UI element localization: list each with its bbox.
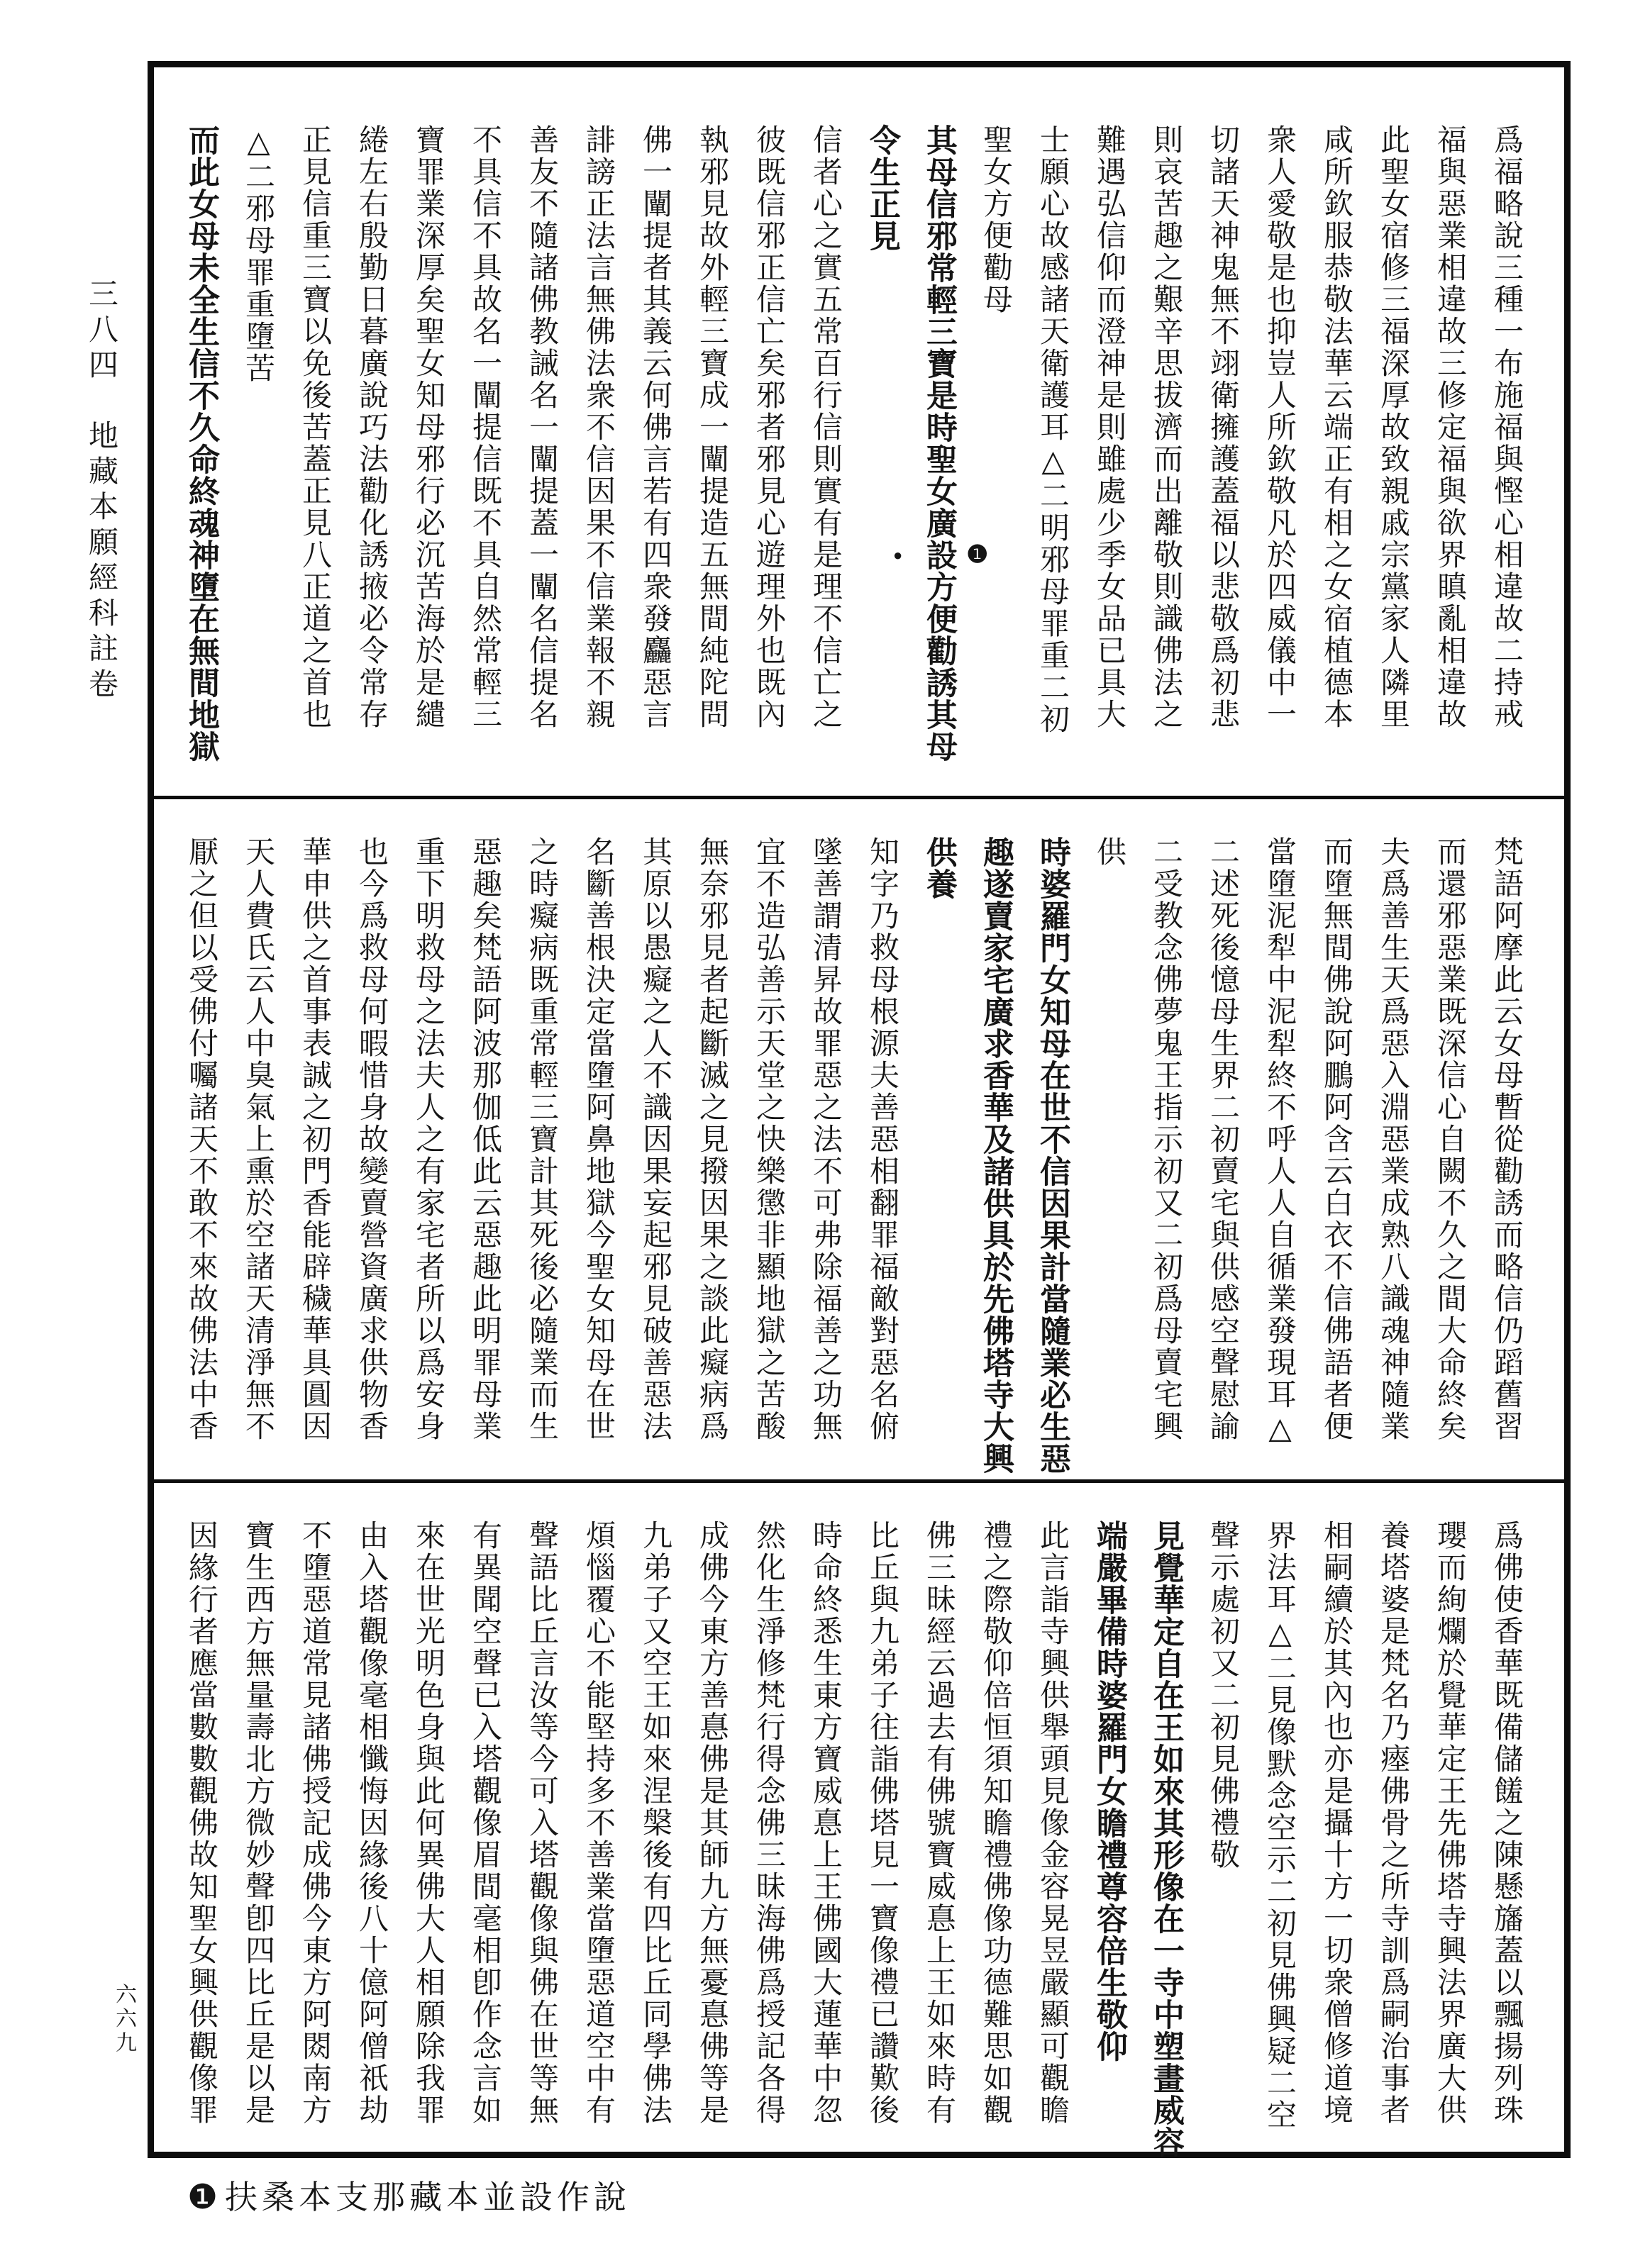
text-column: 之時癡病既重常輕三寶計其死後必隨業而生: [525, 836, 558, 1442]
text-column: 福與惡業相違故三修定福與欲界瞋亂相違故: [1433, 124, 1466, 730]
text-column: 爲佛使香華既備儲饈之陳懸旛蓋以飄揚列珠: [1490, 1520, 1522, 2126]
text-column: 聖女方便勸母: [979, 124, 1012, 316]
text-column: 當墮泥犁中泥犁終不呼人人自循業發現耳△: [1263, 836, 1295, 1447]
text-column: 宜不造弘善示天堂之快樂懲非顯地獄之苦酸: [752, 836, 785, 1442]
lower-register: [154, 1483, 1564, 2158]
text-column: 而墮無間佛說阿鵬阿含云白衣不信佛語者便: [1319, 836, 1352, 1442]
footnote-number-icon: ❶: [187, 2179, 223, 2216]
margin-label-gap: [84, 384, 117, 420]
text-column: 不具信不具故名一闡提信既不具自然常輕三: [468, 124, 501, 730]
text-column: 聲示處初又二初見佛禮敬: [1206, 1520, 1239, 1871]
text-column: 瓔而絢爛於覺華定王先佛塔寺興法界廣大供: [1433, 1520, 1466, 2126]
text-column: 成佛今東方善惪佛是其師九方無憂惪佛等是: [695, 1520, 728, 2126]
text-column: 士願心故感諸天衛護耳△二明邪母罪重二初: [1036, 124, 1068, 735]
annotated-character: 設 ● ❶: [893, 539, 988, 571]
text-column: 衆人愛敬是也抑豈人所欽敬凡於四威儀中一: [1263, 124, 1295, 730]
text-column: 寶罪業深厚矣聖女知母邪行必沉苦海於是繾: [411, 124, 444, 730]
text-column: △二邪母罪重墮苦: [241, 124, 274, 384]
text-column: 其母信邪常輕三寶是時聖女廣設 ● ❶ 方便勸誘其母: [893, 124, 988, 762]
text-column: 寶生西方無量壽北方微妙聲卽四比丘是以是: [241, 1520, 274, 2126]
text-column: 重下明救母之法夫人之有家宅者所以爲安身: [411, 836, 444, 1442]
text-column: 端嚴畢備時婆羅門女瞻禮尊容倍生敬仰: [1092, 1520, 1126, 2062]
text-column: 有異聞空聲已入塔觀像眉間毫相卽作念言如: [468, 1520, 501, 2126]
text-column: 養塔婆是梵名乃瘞佛骨之所寺訓爲嗣治事者: [1376, 1520, 1409, 2126]
text-column: 煩惱覆心不能堅持多不善業當墮惡道空中有: [582, 1520, 614, 2126]
collation-footnote: [187, 2172, 631, 2218]
margin-volume-label: [79, 278, 122, 704]
text-column: 名斷善根決定當墮阿鼻地獄今聖女知母在世: [582, 836, 614, 1442]
text-column: 天人費氏云人中臭氣上熏於空諸天清淨無不: [241, 836, 274, 1442]
text-column: 而此女母未全生信不久命終魂神墮在無間地獄: [184, 124, 218, 762]
text-column: 執邪見故外輕三寶成一闡提造五無間純陀問: [695, 124, 728, 730]
text-column: 其原以愚癡之人不識因果妄起邪見破善惡法: [638, 836, 671, 1442]
text-column: 爲福略說三種一布施福與慳心相違故二持戒: [1490, 124, 1522, 730]
text-column: 誹謗正法言無佛法衆不信因果不信業報不親: [582, 124, 614, 730]
upper-register: [154, 67, 1564, 796]
text-column: 咸所欽服恭敬法華云端正有相之女宿植德本: [1319, 124, 1352, 730]
text-column: 趣遂賣家宅廣求香華及諸供具於先佛塔寺大興: [978, 836, 1013, 1474]
text-column: 也今爲救母何暇惜身故變賣營資廣求供物香: [355, 836, 387, 1442]
text-column: 佛一闡提者其義云何佛言若有四衆發麤惡言: [638, 124, 671, 730]
text-column: 禮之際敬仰倍恒須知瞻禮佛像功德難思如觀: [979, 1520, 1012, 2126]
middle-register: [154, 799, 1564, 1479]
text-column: 華申供之首事表誠之初門香能辟穢華具圓因: [298, 836, 331, 1442]
text-column: 供養: [921, 836, 956, 900]
text-column: 綣左右殷勤日暮廣說巧法勸化誘掖必令常存: [355, 124, 387, 730]
text-column: 夫爲善生天爲惡入淵惡業成熟八識魂神隨業: [1376, 836, 1409, 1442]
text-column: 此言詣寺興供舉頭見像金容晃昱嚴顯可觀瞻: [1036, 1520, 1068, 2126]
text-column: 二受教念佛夢鬼王指示初又二初爲母賣宅興: [1149, 836, 1182, 1442]
text-column: 切諸天神鬼無不翊衛擁護蓋福以悲敬爲初悲: [1206, 124, 1239, 730]
text-column: 由入塔觀像毫相懺悔因緣後八十億阿僧祇劫: [355, 1520, 387, 2126]
text-column: 來在世光明色身與此何異佛大人相願除我罪: [411, 1520, 444, 2126]
text-column: 二述死後憶母生界二初賣宅與供感空聲慰諭: [1206, 836, 1239, 1442]
text-column: 而還邪惡業既深信心自闕不久之間大命終矣: [1433, 836, 1466, 1442]
text-column: 梵語阿摩此云女母暫從勸誘而略信仍蹈舊習: [1490, 836, 1522, 1442]
text-column: 因緣行者應當數數觀佛故知聖女興供觀像罪: [184, 1520, 217, 2126]
footnote-text: 扶桑本支那藏本並設作說: [225, 2179, 631, 2216]
text-column: 見覺華定自在王如來其形像在一寺中塑畫威容: [1148, 1520, 1183, 2158]
text-column: 時命終悉生東方寶威惪上王佛國大蓮華中忽: [809, 1520, 841, 2126]
text-column: 聲語比丘言汝等今可入塔觀像與佛在世等無: [525, 1520, 558, 2126]
text-column: 難遇弘信仰而澄神是則雖處少季女品已具大: [1092, 124, 1125, 730]
text-column: 知字乃救母根源夫善惡相翻罪福敵對惡名俯: [865, 836, 898, 1442]
text-column: 比丘與九弟子往詣佛塔見一寶像禮已讚歎後: [865, 1520, 898, 2126]
text-column: 正見信重三寶以免後苦蓋正見八正道之首也: [298, 124, 331, 730]
margin-page-number: 六六九: [112, 1983, 135, 2055]
text-column: 界法耳△二見像默念空示二初見佛興疑二空: [1263, 1520, 1295, 2131]
text-column: 無奈邪見者起斷滅之見撥因果之談此癡病爲: [695, 836, 728, 1442]
text-column: 供: [1092, 836, 1125, 868]
text-column: 惡趣矣梵語阿波那伽低此云惡趣此明罪母業: [468, 836, 501, 1442]
text-column: 令生正見: [865, 124, 899, 252]
text-column: 相嗣續於其內也亦是攝十方一切衆僧修道境: [1319, 1520, 1352, 2126]
text-column: 佛三昧經云過去有佛號寶威惪上王如來時有: [922, 1520, 955, 2126]
margin-title-label: 地藏本願經科註卷: [84, 420, 117, 704]
margin-page-label: 三八四: [84, 278, 117, 384]
text-column: 然化生淨修梵行得念佛三昧海佛爲授記各得: [752, 1520, 785, 2126]
footnote-reference-icon: ❶: [966, 542, 988, 568]
text-column: 墜善謂清昇故罪惡之法不可弗除福善之功無: [809, 836, 841, 1442]
emphasis-dot-icon: ●: [893, 546, 903, 564]
text-column: 時婆羅門女知母在世不信因果計當隨業必生惡: [1035, 836, 1070, 1474]
text-column: 則哀苦趣之艱辛思拔濟而出離敬則識佛法之: [1149, 124, 1182, 730]
text-column: 彼既信邪正信亡矣邪者邪見心遊理外也既內: [752, 124, 785, 730]
text-column: 信者心之實五常百行信則實有是理不信亡之: [809, 124, 841, 730]
text-column: 此聖女宿修三福深厚故致親戚宗黨家人隣里: [1376, 124, 1409, 730]
text-column: 善友不隨諸佛教誡名一闡提蓋一闡名信提名: [525, 124, 558, 730]
text-column: 不墮惡道常見諸佛授記成佛今東方阿閦南方: [298, 1520, 331, 2126]
text-column: 厭之但以受佛付囑諸天不敢不來故佛法中香: [184, 836, 217, 1442]
text-column: 九弟子又空王如來涅槃後有四比丘同學佛法: [638, 1520, 671, 2126]
